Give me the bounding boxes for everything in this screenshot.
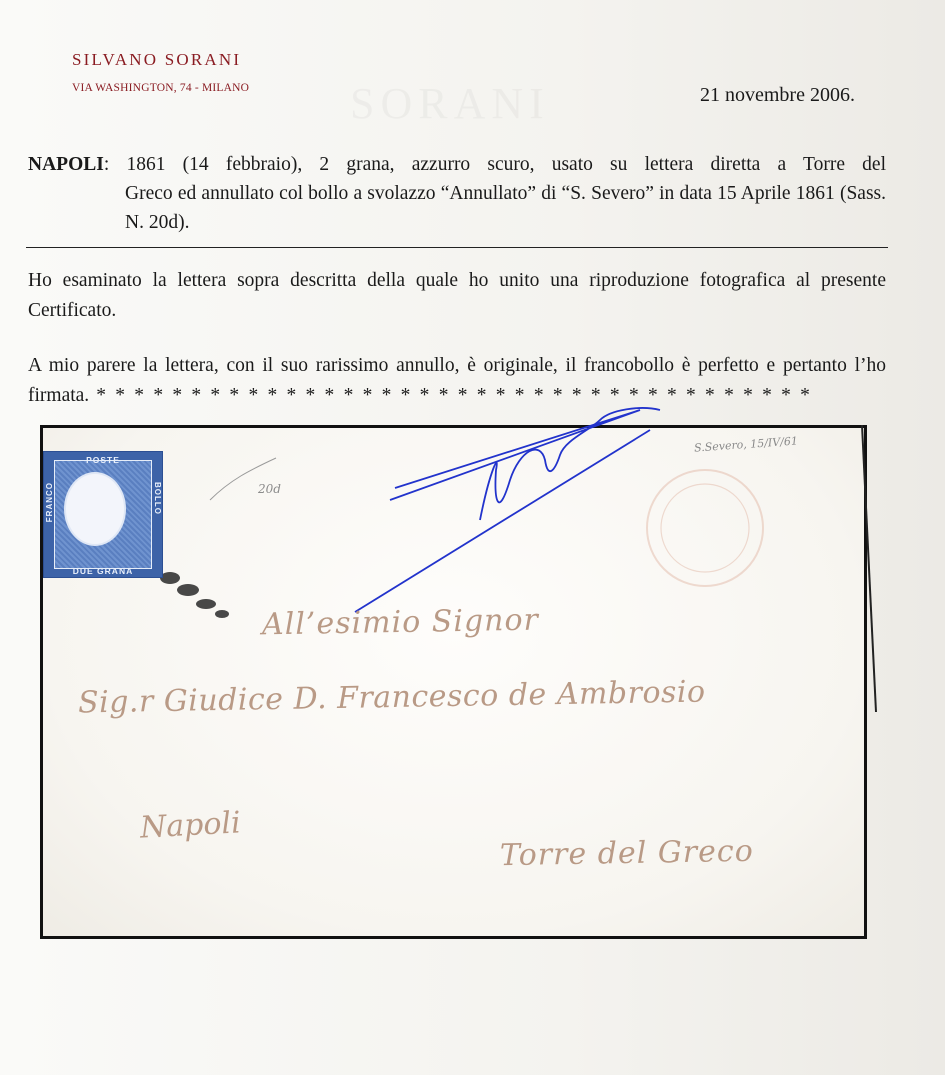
star-filler: * * * * * * * * * * * * * * * * * * * * * * * * * * * * * * * * * * * * * * (89, 385, 813, 406)
issuer-name: SILVANO SORANI (72, 50, 242, 69)
stamp-bottom-text: DUE GRANA (72, 566, 134, 576)
stamp-right-text: BOLLO (153, 482, 162, 515)
address-line-4: Torre del Greco (499, 833, 755, 874)
stamp-head-oval (64, 472, 126, 546)
certificate-date: 21 novembre 2006. (700, 84, 855, 106)
address-line-3: Napoli (139, 805, 242, 846)
examination-paragraph: Ho esaminato la lettera sopra descritta della quale ho unito una riproduzione fotografica al presente Certificato. (28, 270, 886, 321)
blue-signature (355, 408, 660, 612)
description-rest: Greco ed annullato col bollo a svolazzo “Annullato” di “S. Severo” in data 15 Aprile 1861 (Sass. N. 20d). (125, 183, 886, 233)
stamp-left-text: FRANCO (45, 482, 54, 523)
opinion-text: A mio parere la lettera, con il suo rarissimo annullo, è originale, il francobollo è perfetto e pertanto l’ho firmata. (28, 355, 886, 406)
address-line-1: All’esimio Signor (261, 602, 540, 643)
description-label: NAPOLI (28, 154, 104, 175)
cover-edge (862, 425, 876, 712)
address-line-2: Sig.r Giudice D. Francesco de Ambrosio (77, 674, 706, 721)
postage-stamp (44, 452, 162, 577)
pencil-date-note: S.Severo, 15/IV/61 (693, 434, 799, 455)
pencil-catalog-note: 20d (258, 482, 281, 496)
issuer-address: VIA WASHINGTON, 74 - MILANO (72, 82, 250, 94)
description-line1: : 1861 (14 febbraio), 2 grana, azzurro scuro, usato su lettera diretta a Torre del (103, 154, 886, 175)
stamp-top-text: POSTE (86, 455, 120, 465)
red-postmark (647, 470, 763, 586)
